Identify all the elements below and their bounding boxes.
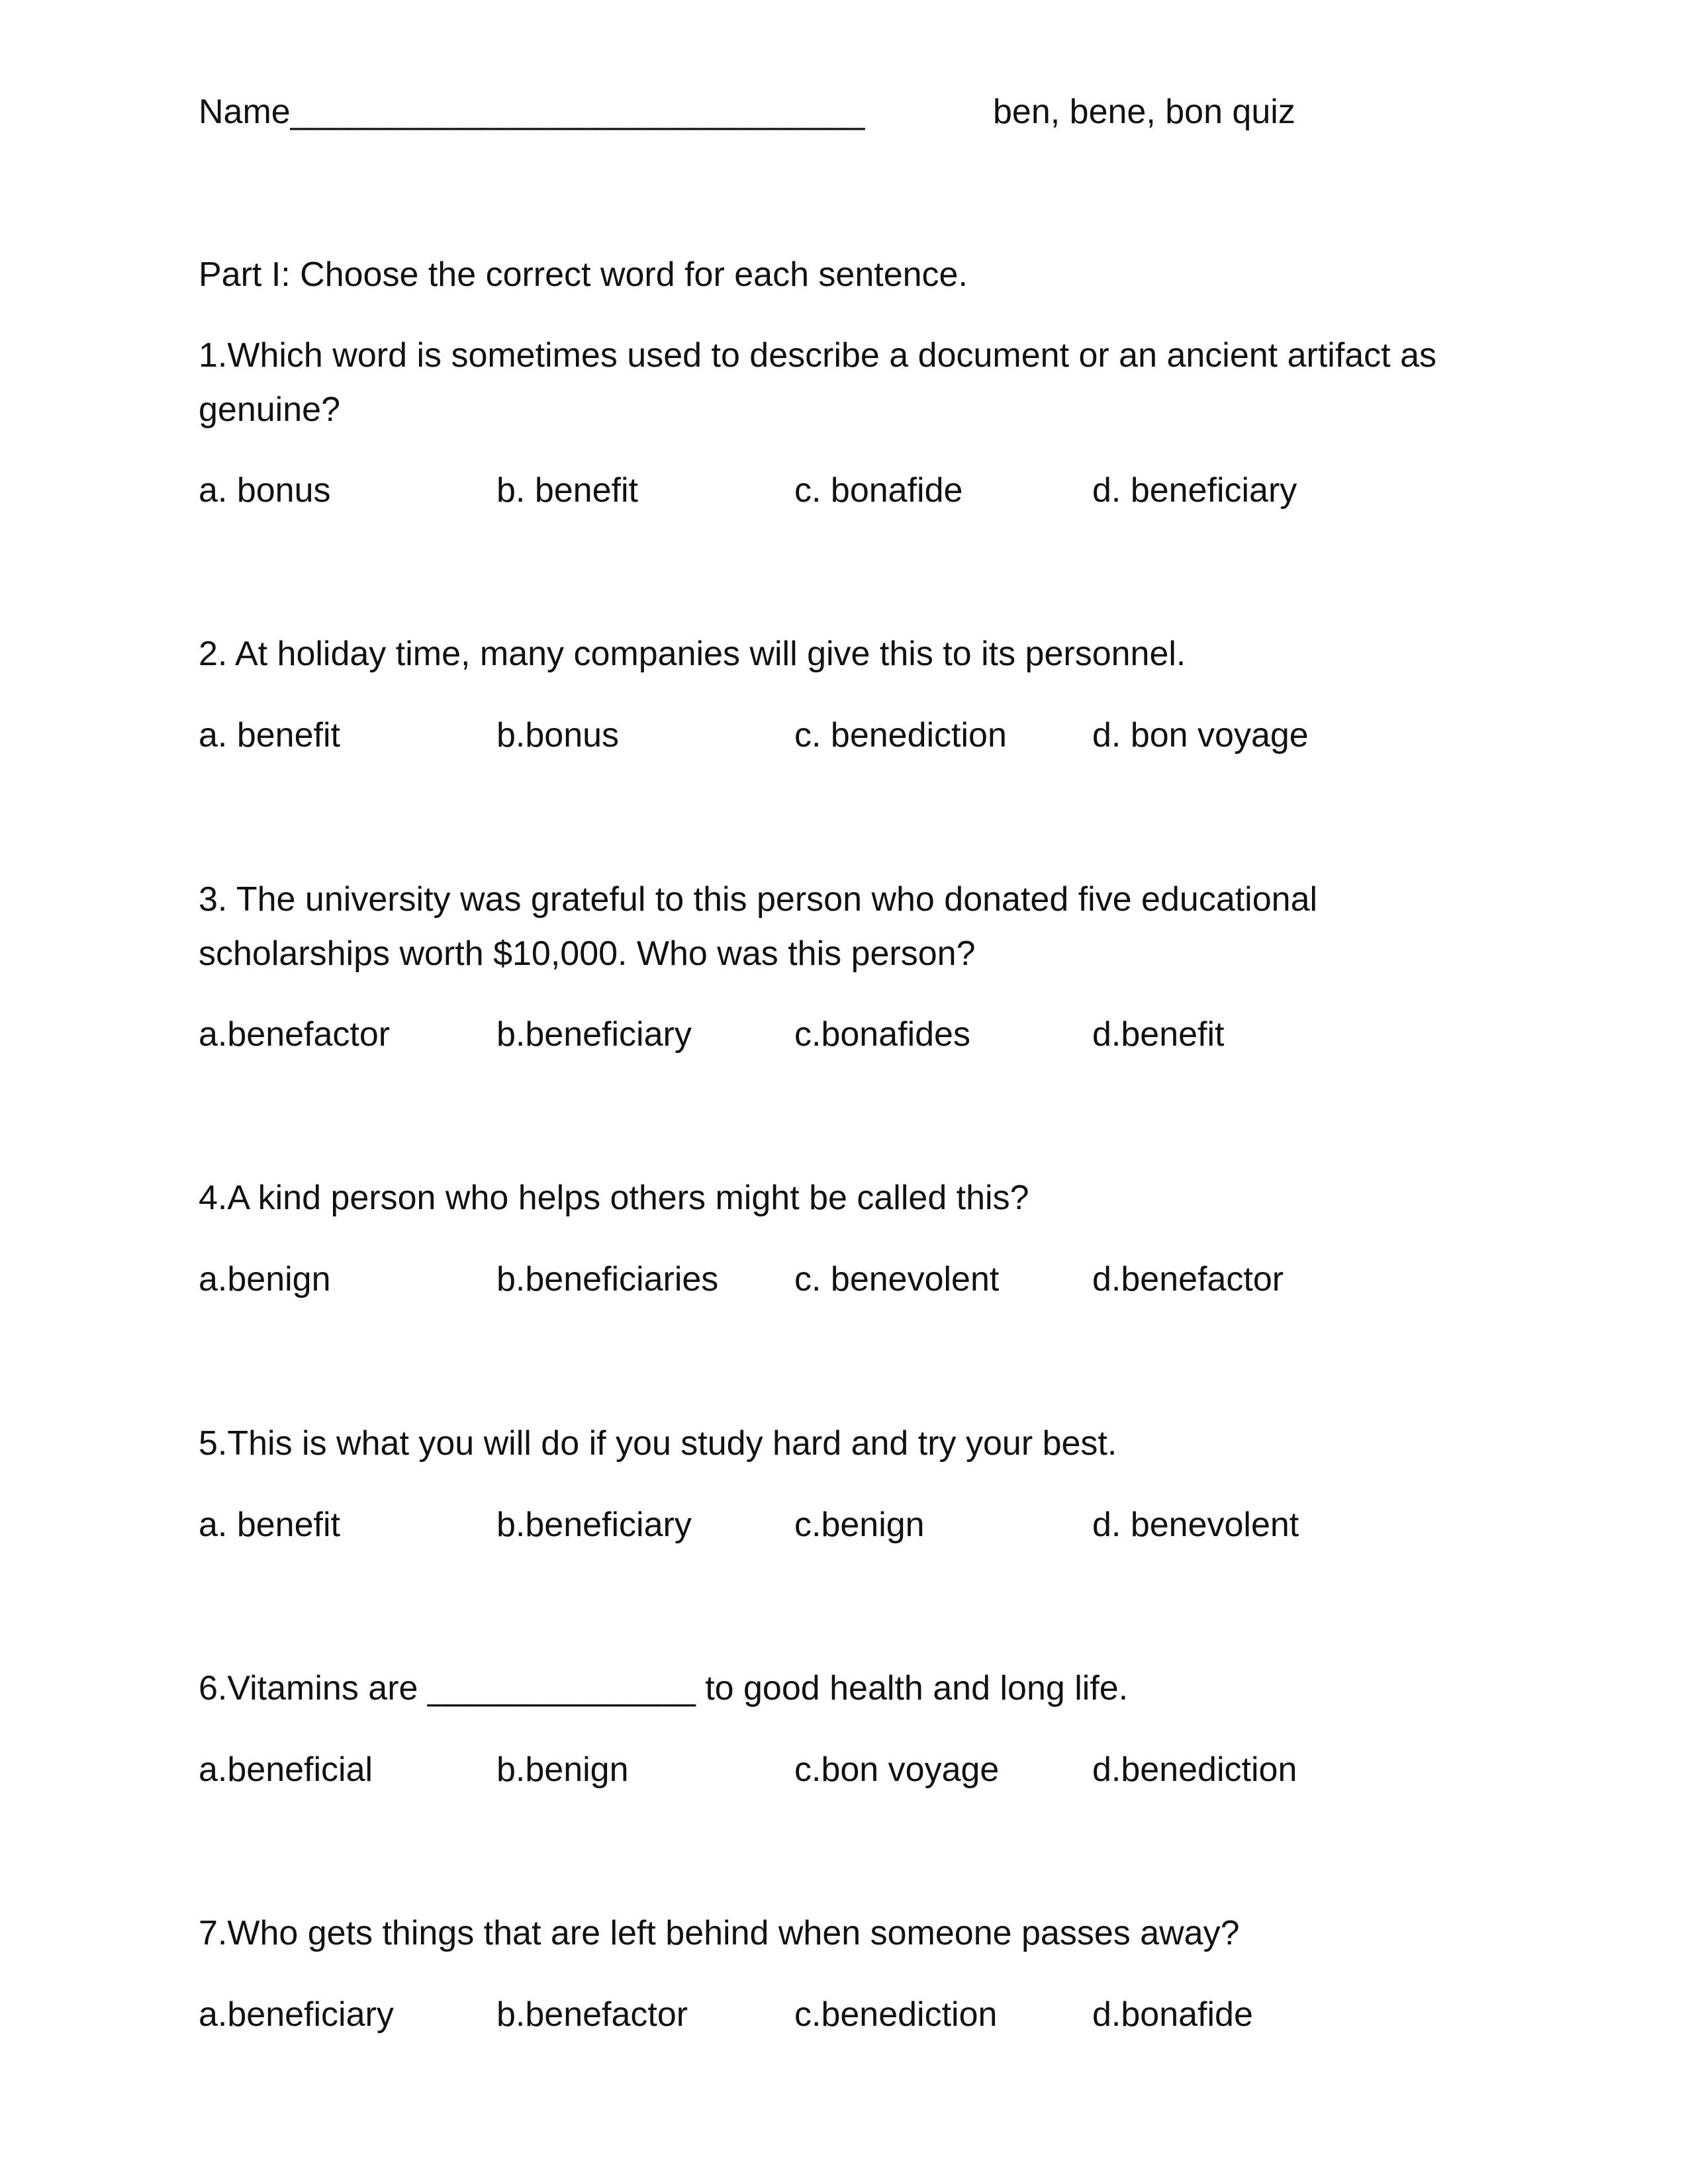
option-d[interactable]: d.benefit (1092, 1015, 1225, 1054)
option-c[interactable]: c.benign (794, 1506, 925, 1544)
option-c[interactable]: c.bon voyage (794, 1751, 1000, 1789)
option-c[interactable]: c. benevolent (794, 1260, 1000, 1298)
option-a[interactable]: a. benefit (199, 1506, 340, 1544)
options-row-5 (199, 1498, 1390, 1552)
question-6: 6.Vitamins are ______________ to good health and long life. (199, 1669, 1129, 1707)
option-d[interactable]: d. beneficiary (1092, 471, 1297, 510)
options-row-2 (199, 708, 1390, 762)
option-c[interactable]: c. benediction (794, 716, 1007, 754)
name-field-label: Name______________________________ (199, 93, 865, 131)
question-7: 7.Who gets things that are left behind when someone passes away? (199, 1914, 1240, 1952)
option-b[interactable]: b.beneficiary (496, 1506, 692, 1544)
option-a[interactable]: a. benefit (199, 716, 340, 754)
option-b[interactable]: b.beneficiaries (496, 1260, 719, 1298)
quiz-title: ben, bene, bon quiz (993, 93, 1295, 131)
option-a[interactable]: a.benign (199, 1260, 331, 1298)
option-b[interactable]: b.benefactor (496, 1995, 688, 2034)
option-d[interactable]: d. benevolent (1092, 1506, 1299, 1544)
options-row-1 (199, 463, 1390, 518)
options-row-6 (199, 1743, 1390, 1797)
option-d[interactable]: d.bonafide (1092, 1995, 1253, 2034)
question-3: 3. The university was grateful to this person who donated five educational scholarships worth $10,000. Who was this person? (199, 880, 1318, 973)
option-d[interactable]: d. bon voyage (1092, 716, 1309, 754)
option-b[interactable]: b.beneficiary (496, 1015, 692, 1054)
part-instruction: Part I: Choose the correct word for each sentence. (199, 255, 968, 294)
options-row-3 (199, 1007, 1390, 1062)
options-row-7 (199, 1987, 1390, 2042)
options-row-4 (199, 1252, 1390, 1306)
question-2: 2. At holiday time, many companies will give this to its personnel. (199, 635, 1186, 673)
question-4: 4.A kind person who helps others might be called this? (199, 1179, 1029, 1217)
option-a[interactable]: a.beneficial (199, 1751, 373, 1789)
option-b[interactable]: b. benefit (496, 471, 638, 510)
option-d[interactable]: d.benefactor (1092, 1260, 1284, 1298)
option-c[interactable]: c.bonafides (794, 1015, 970, 1054)
option-b[interactable]: b.bonus (496, 716, 620, 754)
option-a[interactable]: a. bonus (199, 471, 331, 510)
option-b[interactable]: b.benign (496, 1751, 629, 1789)
question-5: 5.This is what you will do if you study hard and try your best. (199, 1424, 1117, 1463)
option-c[interactable]: c.benediction (794, 1995, 998, 2034)
option-d[interactable]: d.benediction (1092, 1751, 1297, 1789)
option-a[interactable]: a.benefactor (199, 1015, 391, 1054)
option-a[interactable]: a.beneficiary (199, 1995, 394, 2034)
question-1: 1.Which word is sometimes used to describe a document or an ancient artifact as genuine? (199, 336, 1436, 429)
option-c[interactable]: c. bonafide (794, 471, 963, 510)
